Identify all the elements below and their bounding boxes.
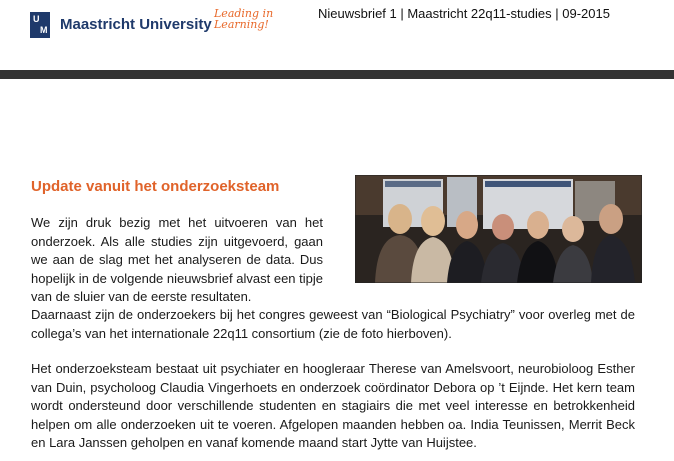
logo-tagline: Leading in Learning!: [214, 7, 274, 31]
um-logo-mark: [30, 12, 50, 38]
section-title: Update vanuit het onderzoeksteam: [31, 178, 280, 195]
paragraph-congress: Daarnaast zijn de onderzoekers bij het congres geweest van “Biological Psychiatry” voor overleg met de collega’s van het internationale 22q11 consortium (zie de foto hierboven).: [31, 307, 635, 341]
paragraph-team: Het onderzoeksteam bestaat uit psychiater en hoogleraar Therese van Amelsvoort, neurobioloog Esther van Duin, psycholoog Claudia Vingerhoets en onderzoek coördinator Debora op ’t Eijnde. Het kern team wordt ondersteund door verschillende studenten en stagiairs die met veel interesse en betrokkenheid helpen om alle onderzoeken uit te voeren. Afgelopen maanden hebben oa. India Teunissen, Merrit Beck en Lara Janssen geholpen en vanaf komende maand start Jytte van Huijstee.: [31, 361, 635, 450]
header-divider-bar: [0, 70, 674, 79]
team-photo: [355, 175, 642, 283]
logo-letter-m: M: [40, 25, 48, 35]
logo-letter-u: U: [33, 14, 40, 24]
paragraph-intro: We zijn druk bezig met het uitvoeren van het onderzoek. Als alle studies zijn uitgevoerd, gaan we aan de slag met het analyseren de data. Dus hopelijk in de volgende nieuwsbrief alvast een tipje van de sluier van de eerste resultaten.: [31, 215, 323, 304]
logo-name: Maastricht University: [60, 16, 212, 33]
newsletter-info: Nieuwsbrief 1 | Maastricht 22q11-studies | 09-2015: [318, 6, 610, 21]
university-logo[interactable]: [30, 7, 290, 44]
page-header: [0, 0, 674, 70]
